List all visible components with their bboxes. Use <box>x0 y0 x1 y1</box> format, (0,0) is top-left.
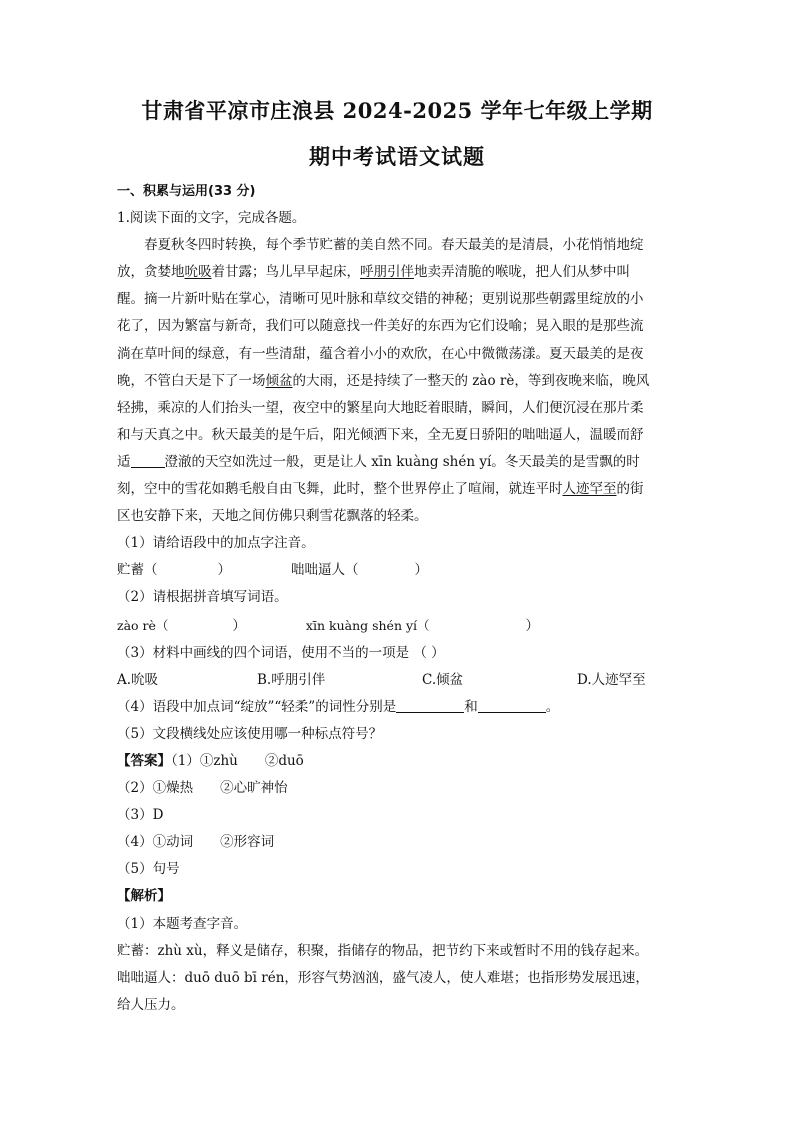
text: ） <box>232 617 246 634</box>
passage-line <box>117 368 677 395</box>
sub-question-2: （2）请根据拼音填写词语。 <box>117 589 288 606</box>
underlined-word: 倾盆 <box>265 372 293 389</box>
answer-blank[interactable] <box>478 698 546 713</box>
passage-line: 花了，因为繁富与新奇，我们可以随意找一件美好的东西为它们设喻；晃入眼的是那些流 <box>117 318 644 335</box>
text: 刻，空中的雪花如鹅毛般自由飞舞，此时，整个世界停止了喧闹，就连平时 <box>117 481 563 498</box>
analysis-line: 咄咄逼人：duō duō bī rén，形容气势汹汹，盛气凌人，使人难堪；也指形势发展迅速， <box>117 969 649 986</box>
text: 适 <box>117 453 131 470</box>
text: zào rè（ <box>117 617 169 633</box>
doc-title-line2: 期中考试语文试题 <box>309 144 485 169</box>
underlined-word: 呼朋引伴 <box>360 264 414 281</box>
passage-line <box>117 259 677 286</box>
sub-question-2-blanks <box>117 612 677 640</box>
passage-line: 区也安静下来，天地之间仿佛只剩雪花飘落的轻柔。 <box>117 508 428 525</box>
text: 澄澈的天空如洗过一般，更是让人 xīn kuàng shén yí。冬天最美的是雪飘的时 <box>164 453 640 470</box>
answer-4: （4）①动词 ②形容词 <box>117 834 275 851</box>
sub-question-3: （3）材料中画线的四个词语，使用不当的一项是 （ ） <box>117 644 445 661</box>
analysis-line: （1）本题考查字音。 <box>117 915 248 932</box>
text: ） <box>414 562 428 579</box>
answer-label: 【答案】 <box>117 752 171 769</box>
underlined-word: 人迹罕至 <box>562 481 617 498</box>
passage-line: 春夏秋冬四时转换，每个季节贮蓄的美自然不同。春天最美的是清晨，小花悄悄地绽 <box>144 237 644 254</box>
text: 。 <box>545 698 560 715</box>
answer-2: （2）①燥热 ②心旷神怡 <box>117 780 288 797</box>
text: 晚，不管白天是下了一场 <box>117 372 266 389</box>
option-c[interactable]: C.倾盆 <box>422 671 464 688</box>
text: 和 <box>464 698 478 715</box>
text: 的街 <box>616 481 644 498</box>
sub-question-4 <box>117 694 677 721</box>
answer-1: （1）①zhù ②duō <box>171 752 304 769</box>
analysis-line: 给人压力。 <box>117 996 185 1013</box>
text: 咄咄逼人（ <box>291 562 359 579</box>
text: 贮蓄（ <box>117 562 158 579</box>
option-d[interactable]: D.人迹罕至 <box>577 671 646 688</box>
text: 地卖弄清脆的喉咙，把人们从梦中叫 <box>414 264 630 281</box>
analysis-label: 【解析】 <box>117 888 171 905</box>
question-stem: 1.阅读下面的文字，完成各题。 <box>117 210 306 227</box>
section-heading: 一、积累与运用(33 分) <box>117 184 256 199</box>
passage-line: 轻拂，乘凉的人们抬头一望，夜空中的繁星向大地眨着眼睛，瞬间，人们便沉浸在那片柔 <box>117 399 644 416</box>
doc-title-line1: 甘肃省平凉市庄浪县 2024-2025 学年七年级上学期 <box>141 98 653 123</box>
passage <box>117 232 677 530</box>
options-row <box>117 667 677 694</box>
sub-question-1: （1）请给语段中的加点字注音。 <box>117 535 315 552</box>
text: xīn kuàng shén yí（ <box>305 617 430 633</box>
passage-line: 和与天真之中。秋天最美的是午后，阳光倾洒下来，全无夏日骄阳的咄咄逼人，温暖而舒 <box>117 426 644 443</box>
sub-question-1-blanks <box>117 557 677 584</box>
punctuation-blank[interactable] <box>131 453 165 468</box>
passage-line <box>117 449 677 476</box>
answer-5: （5）句号 <box>117 861 180 878</box>
passage-line <box>117 476 677 503</box>
option-b[interactable]: B.呼朋引伴 <box>257 671 326 688</box>
analysis-line: 贮蓄：zhù xù，释义是储存，积聚，指储存的物品，把节约下来或暂时不用的钱存起来。 <box>117 942 649 959</box>
option-a[interactable]: A.吮吸 <box>117 671 159 688</box>
text: 放，贪婪地 <box>117 264 185 281</box>
text: （4）语段中加点词“绽放”“轻柔”的词性分别是 <box>117 698 397 715</box>
passage-line: 醒。摘一片新叶贴在掌心，清晰可见叶脉和草纹交错的神秘；更别说那些朝露里绽放的小 <box>117 291 644 308</box>
document-body <box>117 178 677 1019</box>
text: ） <box>525 617 540 634</box>
sub-question-5: （5）文段横线处应该使用哪一种标点符号？ <box>117 725 383 742</box>
answer-block <box>117 748 677 775</box>
passage-line: 淌在草叶间的绿意，有一些清甜，蕴含着小小的欢欣，在心中微微荡漾。夏天最美的是夜 <box>117 345 644 362</box>
text: 着甘露；鸟儿早早起床， <box>211 264 360 281</box>
answer-blank[interactable] <box>396 698 464 713</box>
underlined-word: 吮吸 <box>184 264 212 281</box>
answer-3: （3）D <box>117 807 164 824</box>
text: ） <box>217 562 231 579</box>
text: 的大雨，还是持续了一整天的 zào rè，等到夜晚来临，晚风 <box>292 372 650 389</box>
